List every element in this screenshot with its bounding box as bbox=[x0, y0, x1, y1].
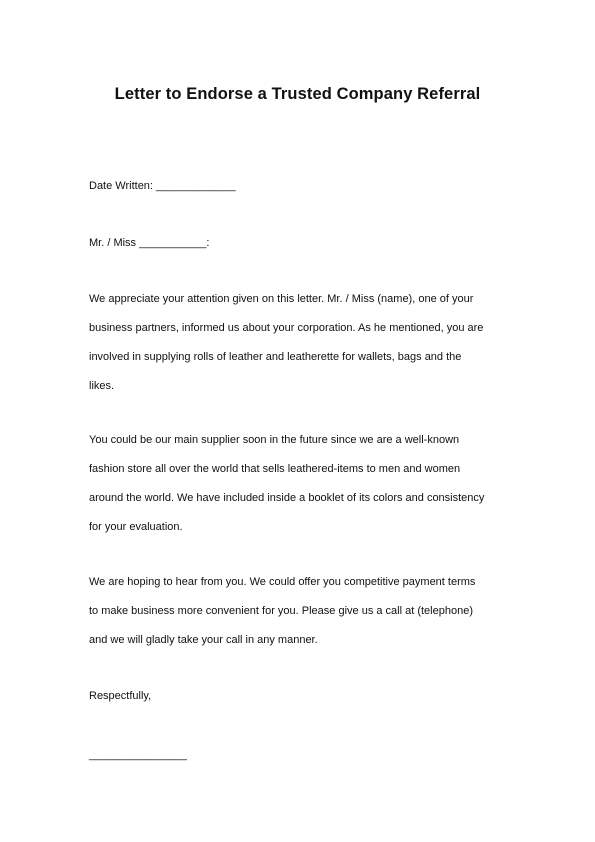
paragraph-line: around the world. We have included inside a booklet of its colors and consistency bbox=[89, 492, 485, 504]
letter-title: Letter to Endorse a Trusted Company Referral bbox=[114, 85, 481, 103]
paragraph-line: We are hoping to hear from you. We could offer you competitive payment terms bbox=[89, 576, 476, 588]
paragraph-line: You could be our main supplier soon in the future since we are a well-known bbox=[89, 434, 460, 446]
signature-line: ________________ bbox=[89, 749, 187, 761]
paragraph-line: involved in supplying rolls of leather and leatherette for wallets, bags and the bbox=[89, 351, 462, 363]
paragraph-line: and we will gladly take your call in any manner. bbox=[89, 634, 318, 646]
paragraph-line: fashion store all over the world that sells leathered-items to men and women bbox=[89, 463, 461, 475]
paragraph-2 bbox=[89, 434, 529, 550]
paragraph-1 bbox=[89, 293, 529, 409]
salutation: Mr. / Miss ___________: bbox=[89, 237, 210, 249]
date-written-line: Date Written: _____________ bbox=[89, 180, 236, 192]
closing: Respectfully, bbox=[89, 690, 152, 702]
paragraph-line: to make business more convenient for you. Please give us a call at (telephone) bbox=[89, 605, 473, 617]
paragraph-line: for your evaluation. bbox=[89, 521, 183, 533]
paragraph-3 bbox=[89, 576, 529, 663]
paragraph-line: business partners, informed us about your corporation. As he mentioned, you are bbox=[89, 322, 484, 334]
paragraph-line: We appreciate your attention given on this letter. Mr. / Miss (name), one of your bbox=[89, 293, 474, 305]
paragraph-line: likes. bbox=[89, 380, 115, 392]
